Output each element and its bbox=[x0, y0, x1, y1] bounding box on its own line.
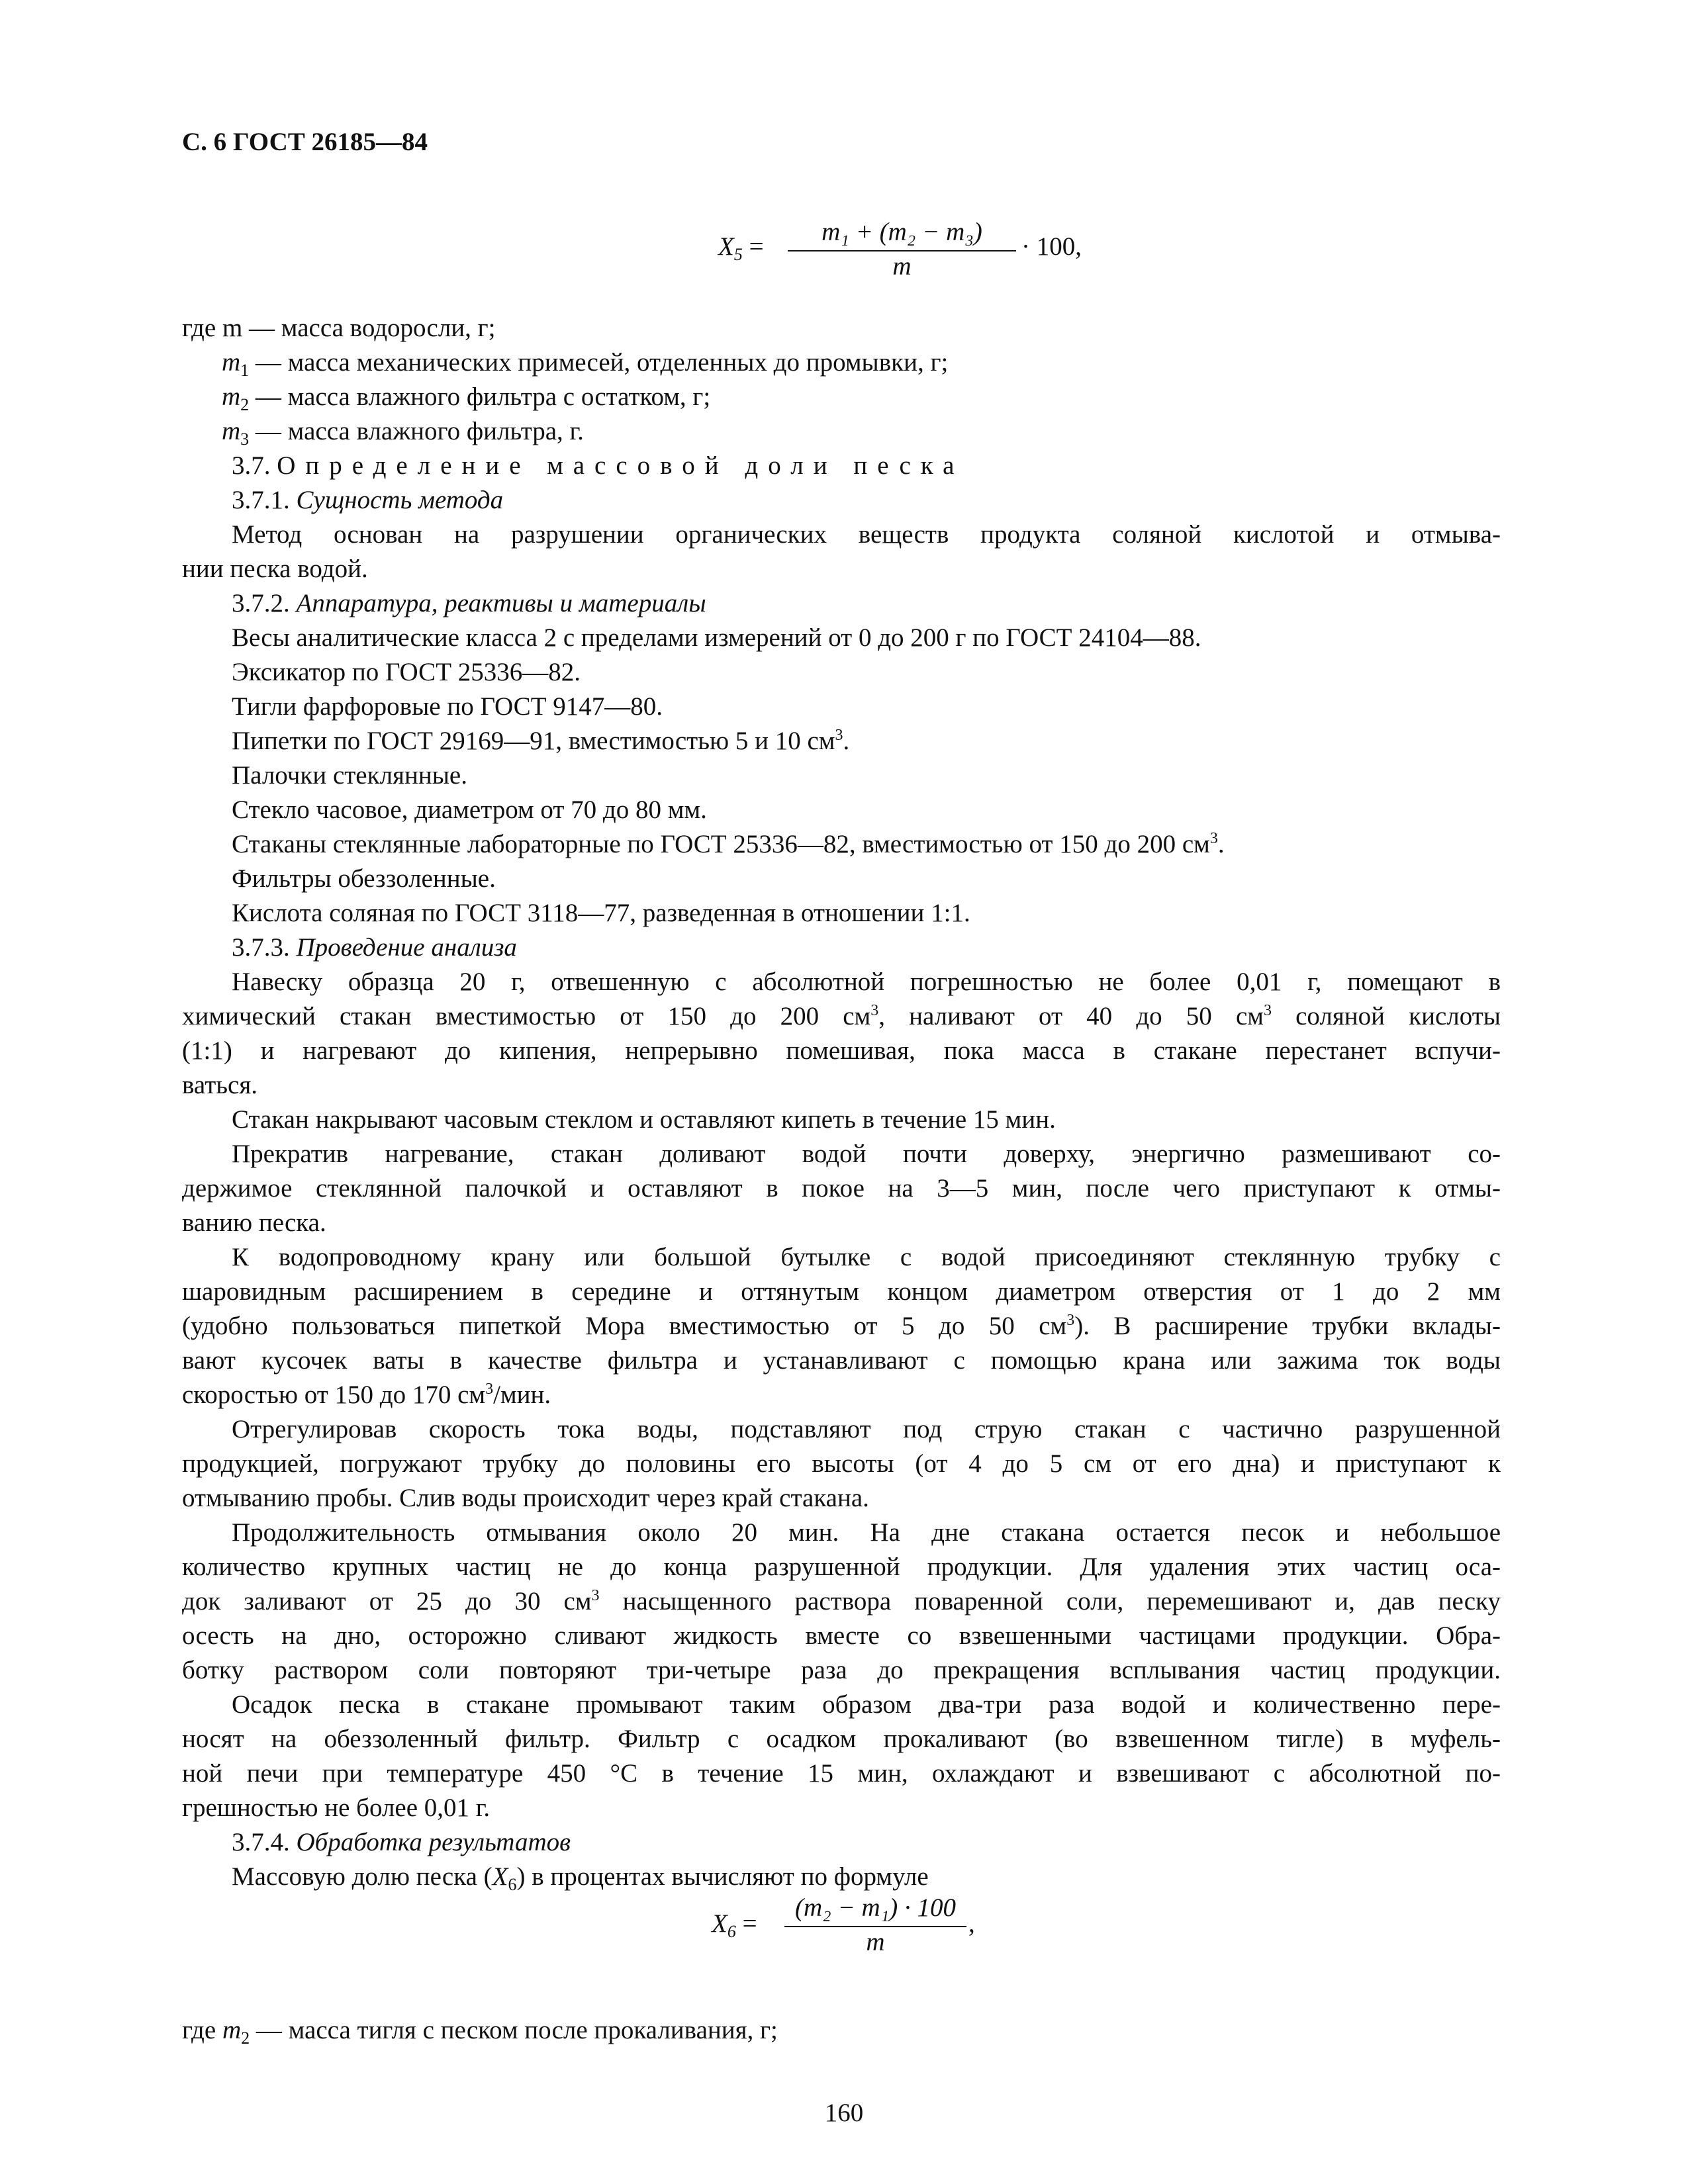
equipment-item: Весы аналитические класса 2 с пределами измерений от 0 до 200 г по ГОСТ 24104—88. bbox=[232, 623, 1201, 652]
formula-x6 bbox=[712, 1893, 990, 1959]
formula-x6-numerator: (m₂ − m₁) · 100 bbox=[795, 1893, 956, 1922]
analysis-p1-line: ваться. bbox=[182, 1071, 258, 1099]
analysis-p5-line: отмыванию пробы. Слив воды происходит через край стакана. bbox=[182, 1484, 869, 1512]
analysis-p4-line: вают кусочек ваты в качестве фильтра и устанавливают с помощью крана или зажима ток воды bbox=[182, 1346, 1501, 1375]
result-intro: Массовую долю песка $(X_6)$ в процентах вычисляют по формуле bbox=[232, 1862, 929, 1894]
section-3-7-3-heading: 3.7.3. Проведение анализа bbox=[232, 933, 517, 962]
analysis-p1-line: Навеску образца 20 г, отвешенную с абсолютной погрешностью не более 0,01 г, помещают в bbox=[232, 968, 1501, 996]
equipment-item: Кислота соляная по ГОСТ 3118—77, разведенная в отношении 1:1. bbox=[232, 899, 970, 927]
analysis-p4-line: скоростью от 150 до 170 $см^3$/мин. bbox=[182, 1381, 551, 1409]
analysis-p6-line: осесть на дно, осторожно сливают жидкость вместе со взвешенными частицами продукции. Обра- bbox=[182, 1621, 1501, 1650]
page-number: 160 bbox=[824, 2099, 864, 2127]
analysis-p4-line: шаровидным расширением в середине и оттянутым концом диаметром отверстия от 1 до 2 мм bbox=[182, 1277, 1501, 1306]
analysis-p1-line: (1:1) и нагревают до кипения, непрерывно помешивая, пока масса в стакане перестанет вспучи- bbox=[182, 1036, 1501, 1065]
analysis-p6-line: ботку раствором соли повторяют три-четыре раза до прекращения всплывания частиц продукции. bbox=[182, 1656, 1501, 1684]
para-371-line-1: Метод основан на разрушении органических веществ продукта соляной кислотой и отмыва- bbox=[232, 520, 1501, 549]
analysis-p2: Стакан накрывают часовым стеклом и оставляют кипеть в течение 15 мин. bbox=[232, 1105, 1056, 1134]
where-m1: $m_1$ — масса механических примесей, отделенных до промывки, г; bbox=[222, 348, 949, 380]
equipment-item: Фильтры обеззоленные. bbox=[232, 864, 496, 893]
analysis-p5-line: Отрегулировав скорость тока воды, подставляют под струю стакан с частично разрушенной bbox=[232, 1415, 1501, 1443]
analysis-p3-line: Прекратив нагревание, стакан доливают водой почти доверху, энергично размешивают со- bbox=[232, 1140, 1501, 1168]
analysis-p7-line: Осадок песка в стакане промывают таким образом два-три раза водой и количественно пере- bbox=[232, 1690, 1501, 1719]
equipment-item: Стекло часовое, диаметром от 70 до 80 мм. bbox=[232, 796, 707, 824]
section-3-7-heading: 3.7. Определение массовой доли песка bbox=[232, 451, 964, 480]
analysis-p6-line: Продолжительность отмывания около 20 мин. На дне стакана остается песок и небольшое bbox=[232, 1518, 1501, 1547]
analysis-p6-line: док заливают от 25 до 30 $см^3$ насыщенного раствора поваренной соли, перемешивают и, дав песку bbox=[182, 1587, 1501, 1615]
analysis-p3-line: ванию песка. bbox=[182, 1208, 326, 1237]
analysis-p4-line: К водопроводному крану или большой бутылке с водой присоединяют стеклянную трубку с bbox=[232, 1243, 1501, 1271]
para-371-line-2: нии песка водой. bbox=[182, 555, 368, 583]
section-3-7-4-heading: 3.7.4. Обработка результатов bbox=[232, 1828, 571, 1856]
page-header: С. 6 ГОСТ 26185—84 bbox=[182, 128, 428, 156]
formula-x6-lhs: $X_6$ = bbox=[712, 1909, 757, 1941]
equipment-item: Эксикатор по ГОСТ 25336—82. bbox=[232, 658, 581, 686]
analysis-p6-line: количество крупных частиц не до конца разрушенной продукции. Для удаления этих частиц оса- bbox=[182, 1553, 1501, 1581]
where-m3: $m_3$ — масса влажного фильтра, г. bbox=[222, 417, 584, 449]
formula-x5-tail: · 100, bbox=[1021, 232, 1082, 261]
where-m2-last: где $m_2$ — масса тигля с песком после прокаливания, г; bbox=[182, 2016, 778, 2048]
section-3-7-1-heading: 3.7.1. Сущность метода bbox=[232, 486, 504, 514]
formula-x5-denominator: m bbox=[892, 252, 912, 281]
equipment-item: Пипетки по ГОСТ 29169—91, вместимостью 5 и 10 $см^3$. bbox=[232, 727, 850, 755]
equipment-item: Стаканы стеклянные лабораторные по ГОСТ 25336—82, вместимостью от 150 до 200 $см^3$. bbox=[232, 830, 1225, 858]
formula-x6-denominator: m bbox=[866, 1928, 885, 1956]
analysis-p3-line: держимое стеклянной палочкой и оставляют в покое на 3—5 мин, после чего приступают к отмы- bbox=[182, 1174, 1501, 1203]
where-m: где m — масса водоросли, г; bbox=[182, 314, 496, 342]
formula-x5 bbox=[718, 217, 1082, 283]
analysis-p4-line: (удобно пользоваться пипеткой Мора вместимостью от 5 до 50 $см^3$). В расширение трубки вклады- bbox=[182, 1312, 1501, 1340]
analysis-p1-line: химический стакан вместимостью от 150 до 200 $см^3$, наливают от 40 до 50 $см^3$ соляной кислоты bbox=[182, 1002, 1501, 1030]
document-body bbox=[182, 311, 1501, 1894]
analysis-p7-line: ной печи при температуре 450 °С в течение 15 мин, охлаждают и взвешивают с абсолютной по- bbox=[182, 1759, 1501, 1788]
analysis-p7-line: носят на обеззоленный фильтр. Фильтр с осадком прокаливают (во взвешенном тигле) в муфель- bbox=[182, 1725, 1501, 1753]
where-m2: $m_2$ — масса влажного фильтра с остатком, г; bbox=[222, 383, 711, 414]
equipment-item: Палочки стеклянные. bbox=[232, 761, 467, 790]
analysis-p5-line: продукцией, погружают трубку до половины его высоты (от 4 до 5 см от его дна) и приступают к bbox=[182, 1449, 1501, 1478]
equipment-item: Тигли фарфоровые по ГОСТ 9147—80. bbox=[232, 692, 663, 721]
analysis-p7-line: грешностью не более 0,01 г. bbox=[182, 1794, 491, 1822]
formula-x5-lhs: $X_5$ = bbox=[718, 232, 764, 264]
formula-x6-tail: , bbox=[968, 1909, 975, 1938]
formula-x5-numerator: m₁ + (m₂ − m₃) bbox=[821, 218, 982, 246]
section-3-7-2-heading: 3.7.2. Аппаратура, реактивы и материалы bbox=[232, 589, 706, 617]
